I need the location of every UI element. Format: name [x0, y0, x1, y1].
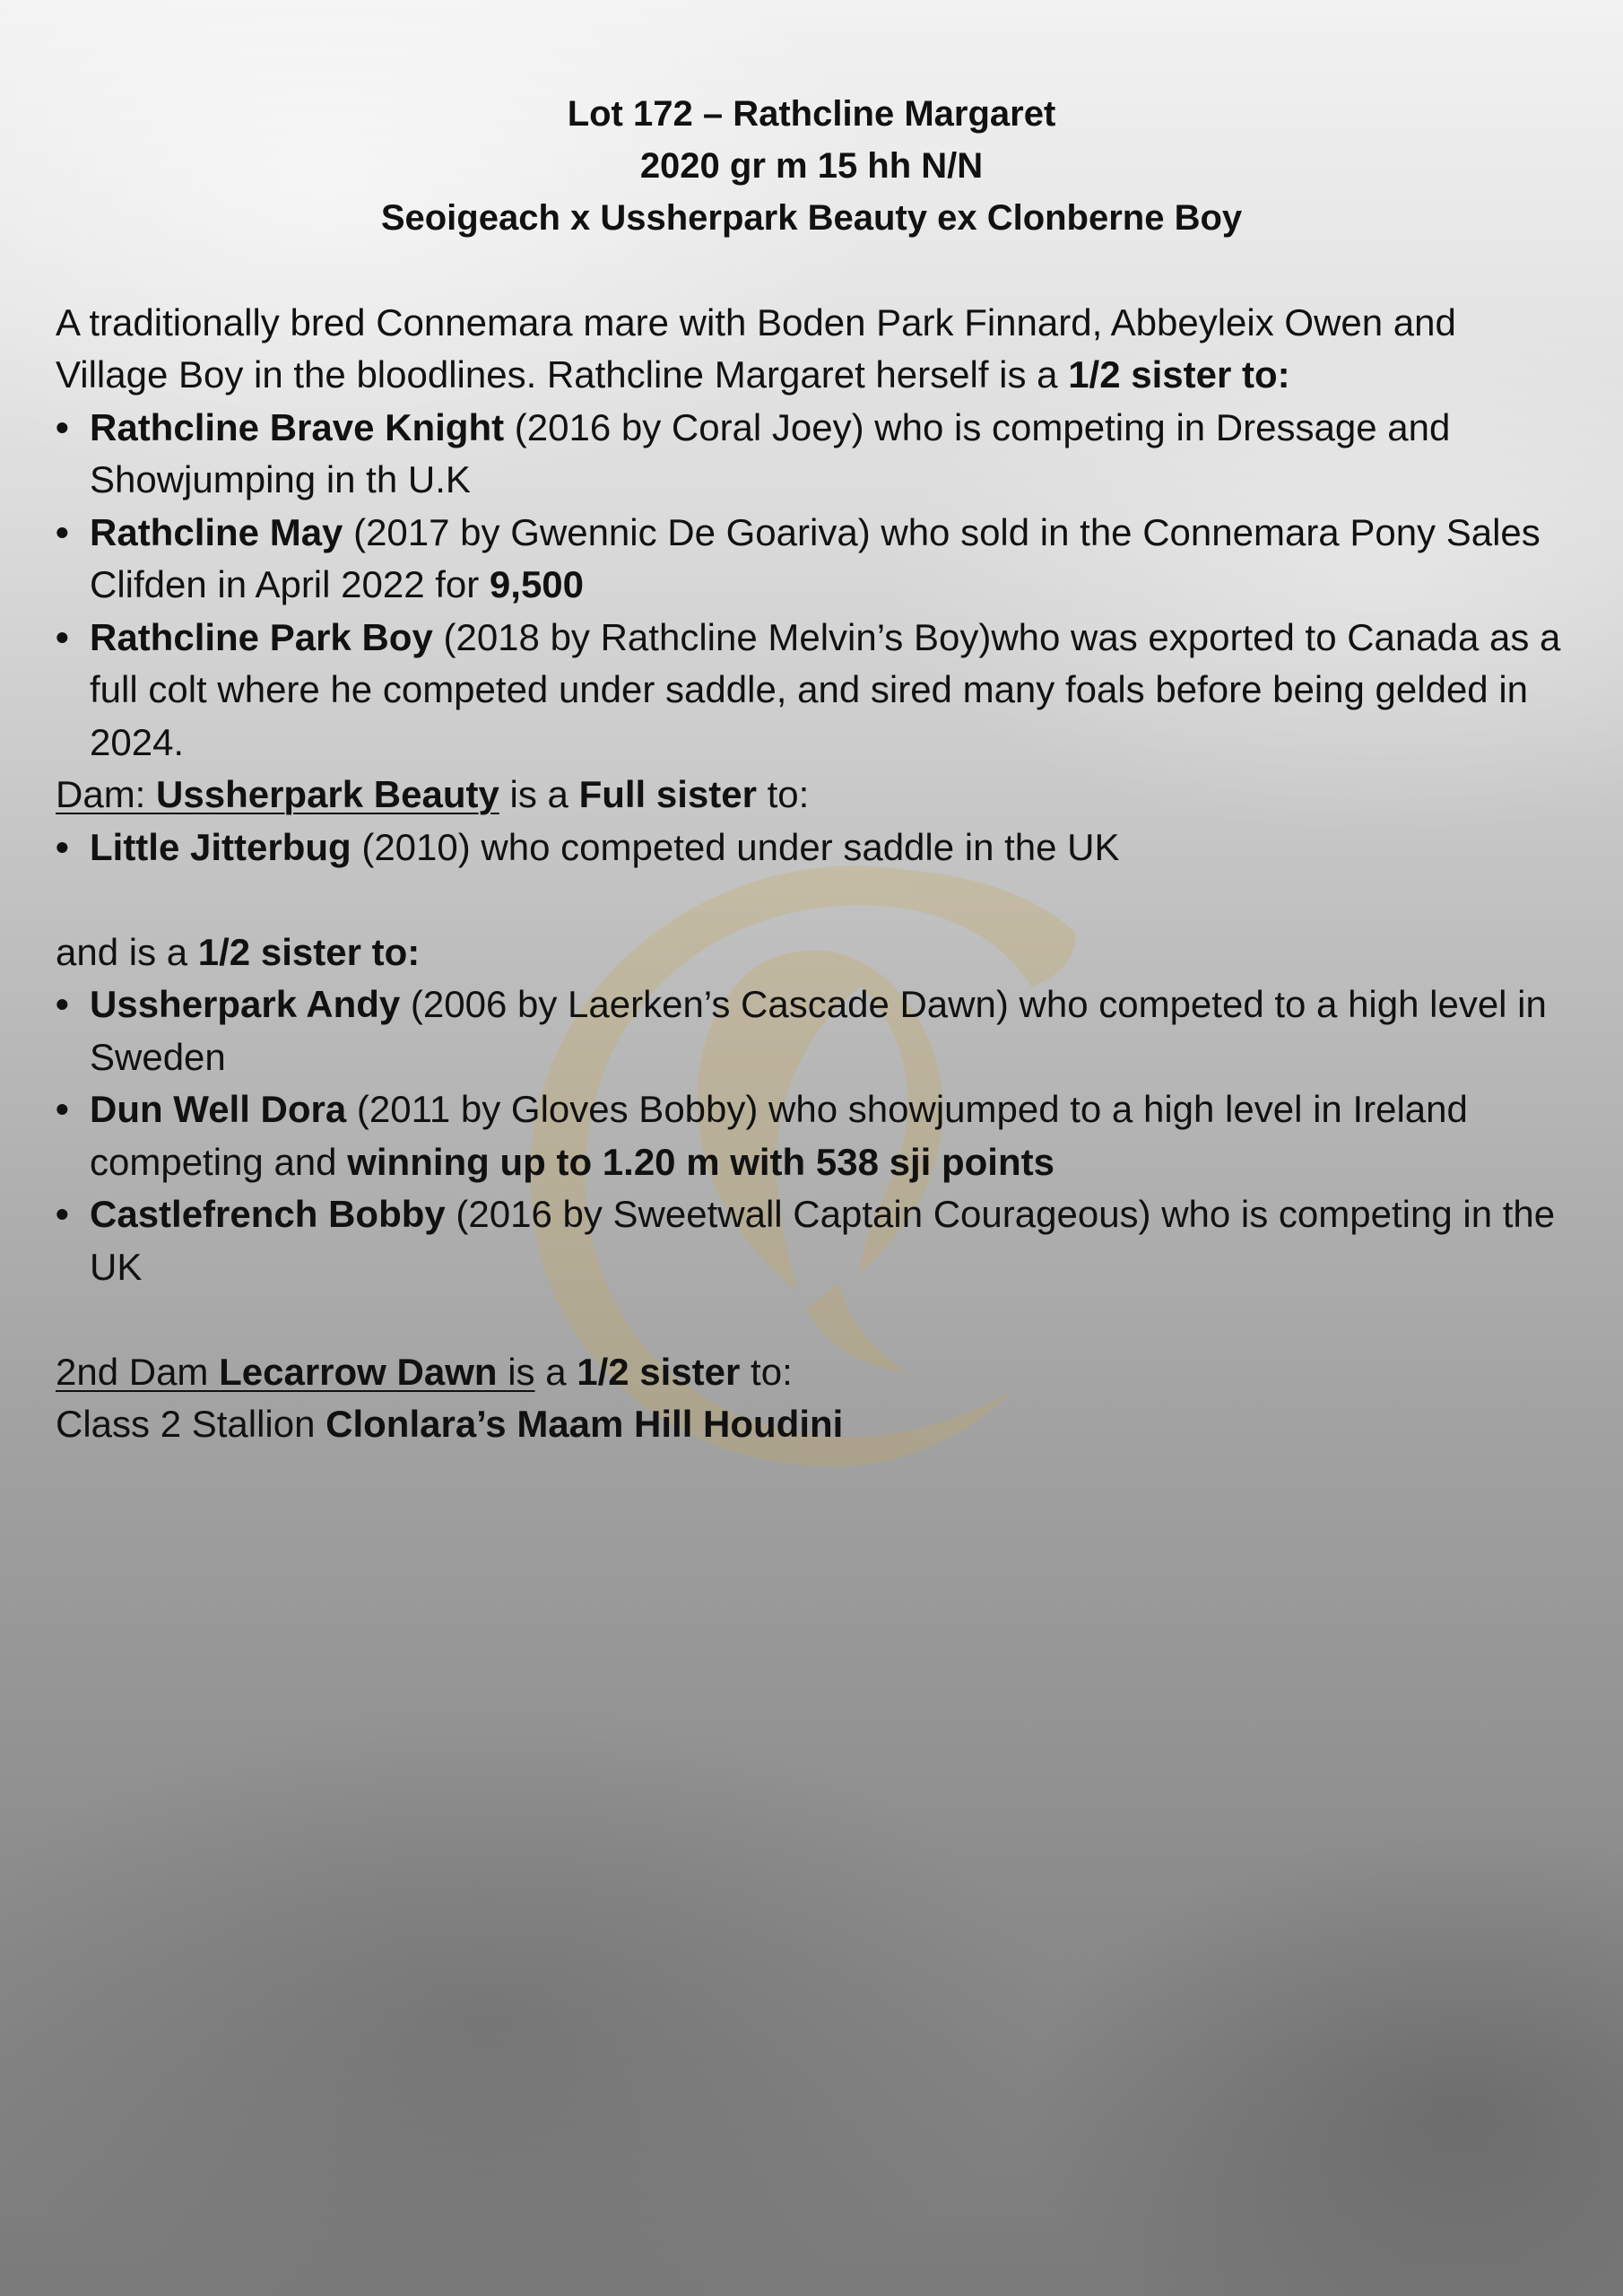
list-item: • Rathcline Brave Knight (2016 by Coral Joey) who is competing in Dressage and Showjumping in th U.K	[56, 402, 1571, 507]
lot-pedigree: Seoigeach x Ussherpark Beauty ex Clonberne Boy	[380, 198, 1243, 238]
list-item: • Ussherpark Andy (2006 by Laerken’s Cascade Dawn) who competed to a high level in Sweden	[56, 978, 1571, 1083]
half-sibling-list	[56, 402, 1571, 770]
lot-heading	[0, 88, 1623, 244]
lot-details: 2020 gr m 15 hh N/N	[639, 146, 984, 186]
list-item: • Rathcline Park Boy (2018 by Rathcline Melvin’s Boy)who was exported to Canada as a full colt where he competed under saddle, and sired many foals before being gelded in 2024.	[56, 612, 1571, 770]
document-body	[56, 297, 1571, 1451]
dam-line: Dam: Ussherpark Beauty is a Full sister to:	[56, 773, 810, 815]
list-item: • Dun Well Dora (2011 by Gloves Bobby) who showjumped to a high level in Ireland competing and winning up to 1.20 m with 538 sji points	[56, 1083, 1571, 1188]
lot-title: Lot 172 – Rathcline Margaret	[567, 94, 1056, 134]
list-item: • Castlefrench Bobby (2016 by Sweetwall Captain Courageous) who is competing in the UK	[56, 1188, 1571, 1293]
document-page	[56, 88, 1571, 1451]
second-dam-line: 2nd Dam Lecarrow Dawn is a 1/2 sister to:	[56, 1350, 793, 1393]
full-sibling-list	[56, 822, 1571, 874]
list-item: • Rathcline May (2017 by Gwennic De Goariva) who sold in the Connemara Pony Sales Clifden in April 2022 for 9,500	[56, 507, 1571, 612]
second-dam-sibling-line: Class 2 Stallion Clonlara’s Maam Hill Houdini	[56, 1403, 844, 1445]
dam-half-sibling-list	[56, 978, 1571, 1293]
list-item: • Little Jitterbug (2010) who competed under saddle in the UK	[56, 822, 1571, 874]
dam-half-sister-line: and is a 1/2 sister to:	[56, 930, 421, 973]
intro-paragraph: A traditionally bred Connemara mare with Boden Park Finnard, Abbeyleix Owen and Village Boy in the bloodlines. Rathcline Margaret herself is a 1/2 sister to:	[56, 300, 1456, 396]
